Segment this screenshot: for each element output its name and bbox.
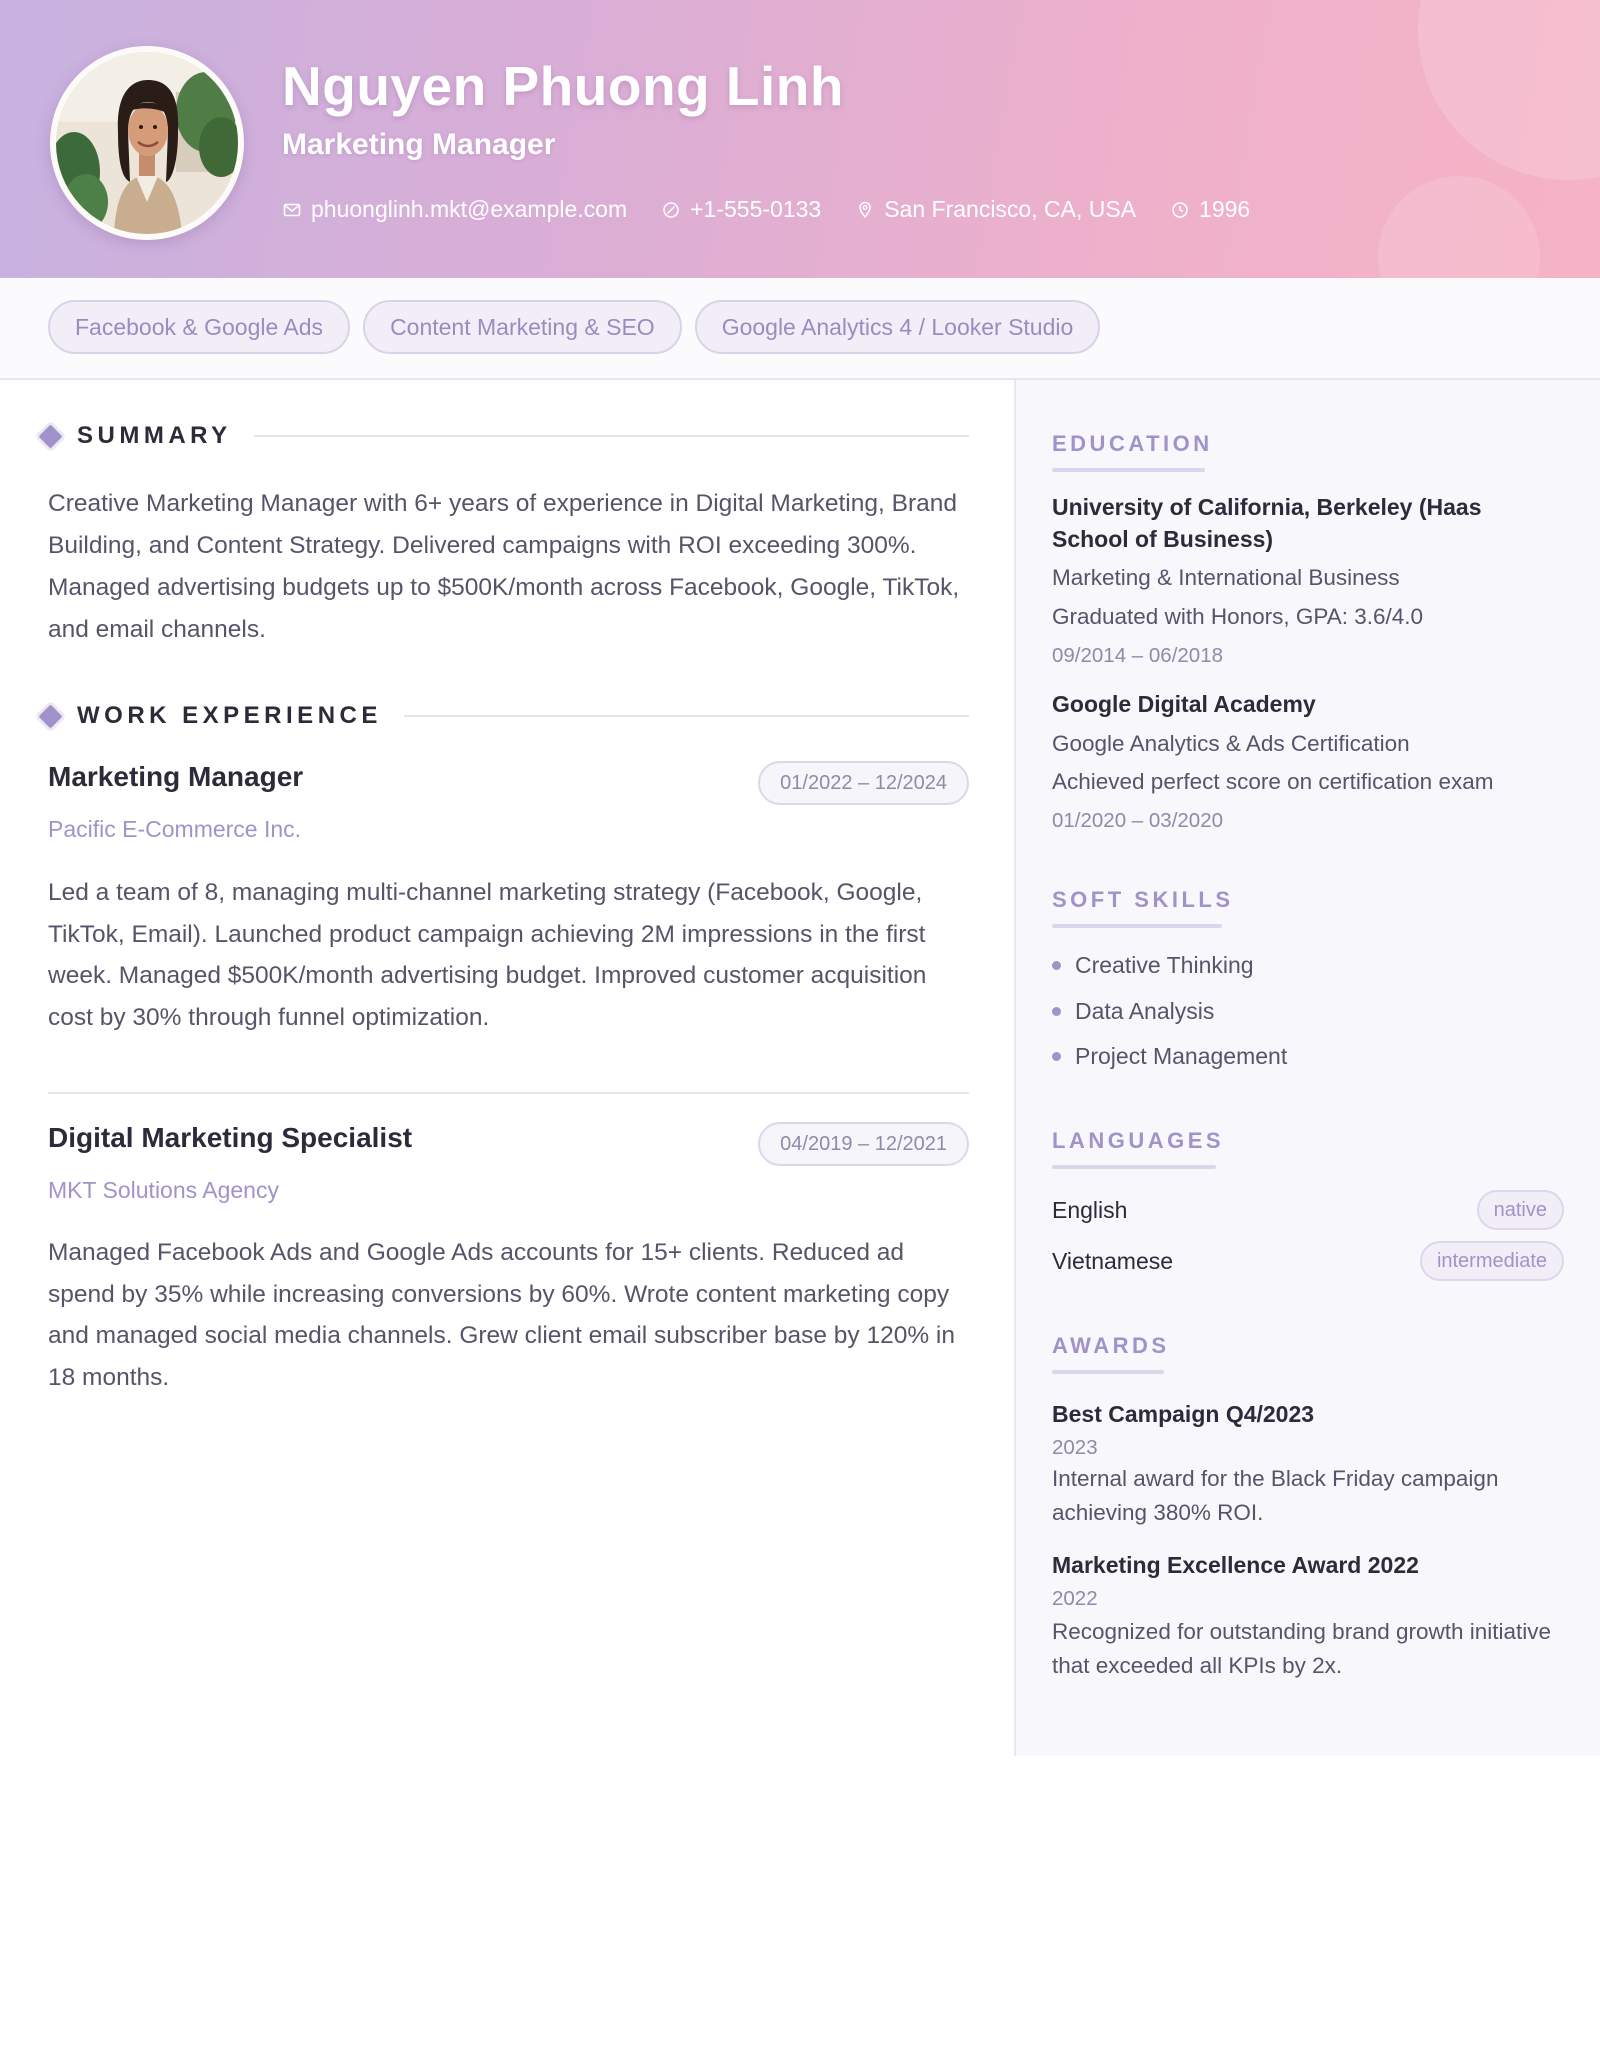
soft-skill-item bbox=[1052, 952, 1254, 979]
contact-birth-year bbox=[1170, 196, 1250, 223]
job-description: Managed Facebook Ads and Google Ads accounts for 15+ clients. Reduced ad spend by 35% while increasing conversions by 60%. Wrote content marketing copy and managed social media channels. Grew client email subscriber base by 120% in 18 months. bbox=[48, 1239, 955, 1391]
candidate-name: Nguyen Phuong Linh bbox=[282, 55, 844, 117]
clock-icon bbox=[1170, 200, 1190, 220]
location-pin-icon bbox=[855, 200, 875, 220]
soft-skills-heading: SOFT SKILLS bbox=[1052, 887, 1234, 912]
education-dates: 01/2020 – 03/2020 bbox=[1052, 809, 1223, 832]
summary-text: Creative Marketing Manager with 6+ years of experience in Digital Marketing, Brand Building, and Content Strategy. Delivered campaigns with ROI exceeding 300%. Managed advertising budgets up to $500K/month across Facebook, Google, TikTok, and email channels. bbox=[48, 490, 960, 643]
profile-photo bbox=[56, 52, 238, 234]
skill-chip: Facebook & Google Ads bbox=[48, 300, 350, 354]
language-level-badge: intermediate bbox=[1420, 1241, 1564, 1281]
job-description: Led a team of 8, managing multi-channel marketing strategy (Facebook, Google, TikTok, Email). Launched product campaign achieving 2M impressions in the first week. Managed $500K/month advertising budget. Improved customer acquisition cost by 30% through funnel optimization. bbox=[48, 879, 927, 1031]
education-dates: 09/2014 – 06/2018 bbox=[1052, 644, 1223, 667]
candidate-title: Marketing Manager bbox=[282, 128, 556, 161]
diamond-icon bbox=[38, 704, 62, 728]
bullet-icon bbox=[1052, 961, 1061, 970]
diamond-icon bbox=[38, 424, 62, 448]
languages-heading: LANGUAGES bbox=[1052, 1128, 1225, 1153]
summary-section-header bbox=[42, 422, 969, 450]
education-heading: EDUCATION bbox=[1052, 431, 1213, 456]
job-company: MKT Solutions Agency bbox=[48, 1177, 279, 1203]
summary-heading: SUMMARY bbox=[77, 422, 232, 449]
heading-underline bbox=[1052, 1370, 1164, 1374]
skills-bar bbox=[0, 278, 1600, 380]
job-title: Digital Marketing Specialist bbox=[48, 1122, 413, 1153]
contact-phone[interactable] bbox=[661, 196, 821, 223]
birth-year-text: 1996 bbox=[1199, 196, 1251, 222]
heading-underline bbox=[1052, 468, 1205, 472]
language-row bbox=[1052, 1241, 1564, 1281]
bullet-icon bbox=[1052, 1007, 1061, 1016]
soft-skill-item bbox=[1052, 998, 1214, 1025]
decorative-circle bbox=[1378, 176, 1540, 278]
job-dates-badge: 04/2019 – 12/2021 bbox=[758, 1122, 969, 1166]
section-divider bbox=[254, 435, 969, 437]
contact-location bbox=[855, 196, 1136, 223]
education-note: Graduated with Honors, GPA: 3.6/4.0 bbox=[1052, 604, 1424, 629]
skill-chip: Google Analytics 4 / Looker Studio bbox=[695, 300, 1101, 354]
education-school: University of California, Berkeley (Haas School of Business) bbox=[1052, 494, 1482, 552]
language-row bbox=[1052, 1190, 1564, 1230]
education-school: Google Digital Academy bbox=[1052, 691, 1316, 717]
experience-heading: WORK EXPERIENCE bbox=[77, 702, 382, 729]
bullet-icon bbox=[1052, 1052, 1061, 1061]
resume-header bbox=[0, 0, 1600, 278]
heading-underline bbox=[1052, 924, 1222, 928]
skill-chip: Content Marketing & SEO bbox=[363, 300, 682, 354]
soft-skill-label: Creative Thinking bbox=[1075, 952, 1254, 978]
awards-heading: AWARDS bbox=[1052, 1333, 1170, 1358]
award-description: Recognized for outstanding brand growth initiative that exceeded all KPIs by 2x. bbox=[1052, 1619, 1552, 1678]
soft-skill-label: Project Management bbox=[1075, 1043, 1288, 1069]
contact-list bbox=[282, 196, 1250, 223]
job-company: Pacific E-Commerce Inc. bbox=[48, 816, 302, 842]
award-name: Best Campaign Q4/2023 bbox=[1052, 1401, 1315, 1427]
soft-skill-label: Data Analysis bbox=[1075, 998, 1215, 1024]
language-name: Vietnamese bbox=[1052, 1247, 1174, 1274]
language-level-badge: native bbox=[1477, 1190, 1564, 1230]
education-field: Google Analytics & Ads Certification bbox=[1052, 731, 1410, 756]
email-text: phuonglinh.mkt@example.com bbox=[311, 196, 628, 222]
job-title: Marketing Manager bbox=[48, 761, 304, 792]
location-text: San Francisco, CA, USA bbox=[884, 196, 1137, 222]
phone-text: +1-555-0133 bbox=[690, 196, 822, 222]
job-dates-badge: 01/2022 – 12/2024 bbox=[758, 761, 969, 805]
award-description: Internal award for the Black Friday campaign achieving 380% ROI. bbox=[1052, 1466, 1499, 1525]
decorative-circle bbox=[1418, 0, 1600, 180]
education-field: Marketing & International Business bbox=[1052, 565, 1400, 590]
contact-email[interactable] bbox=[282, 196, 627, 223]
heading-underline bbox=[1052, 1165, 1216, 1169]
phone-icon bbox=[661, 200, 681, 220]
section-divider bbox=[404, 715, 969, 717]
language-name: English bbox=[1052, 1196, 1128, 1223]
education-note: Achieved perfect score on certification exam bbox=[1052, 769, 1494, 794]
avatar bbox=[50, 46, 244, 240]
award-year: 2022 bbox=[1052, 1587, 1098, 1610]
experience-section-header bbox=[42, 702, 969, 730]
award-year: 2023 bbox=[1052, 1436, 1098, 1459]
mail-icon bbox=[282, 200, 302, 220]
soft-skill-item bbox=[1052, 1043, 1287, 1070]
skill-chip-list bbox=[48, 300, 1100, 354]
award-name: Marketing Excellence Award 2022 bbox=[1052, 1552, 1419, 1578]
job-divider bbox=[48, 1092, 969, 1094]
